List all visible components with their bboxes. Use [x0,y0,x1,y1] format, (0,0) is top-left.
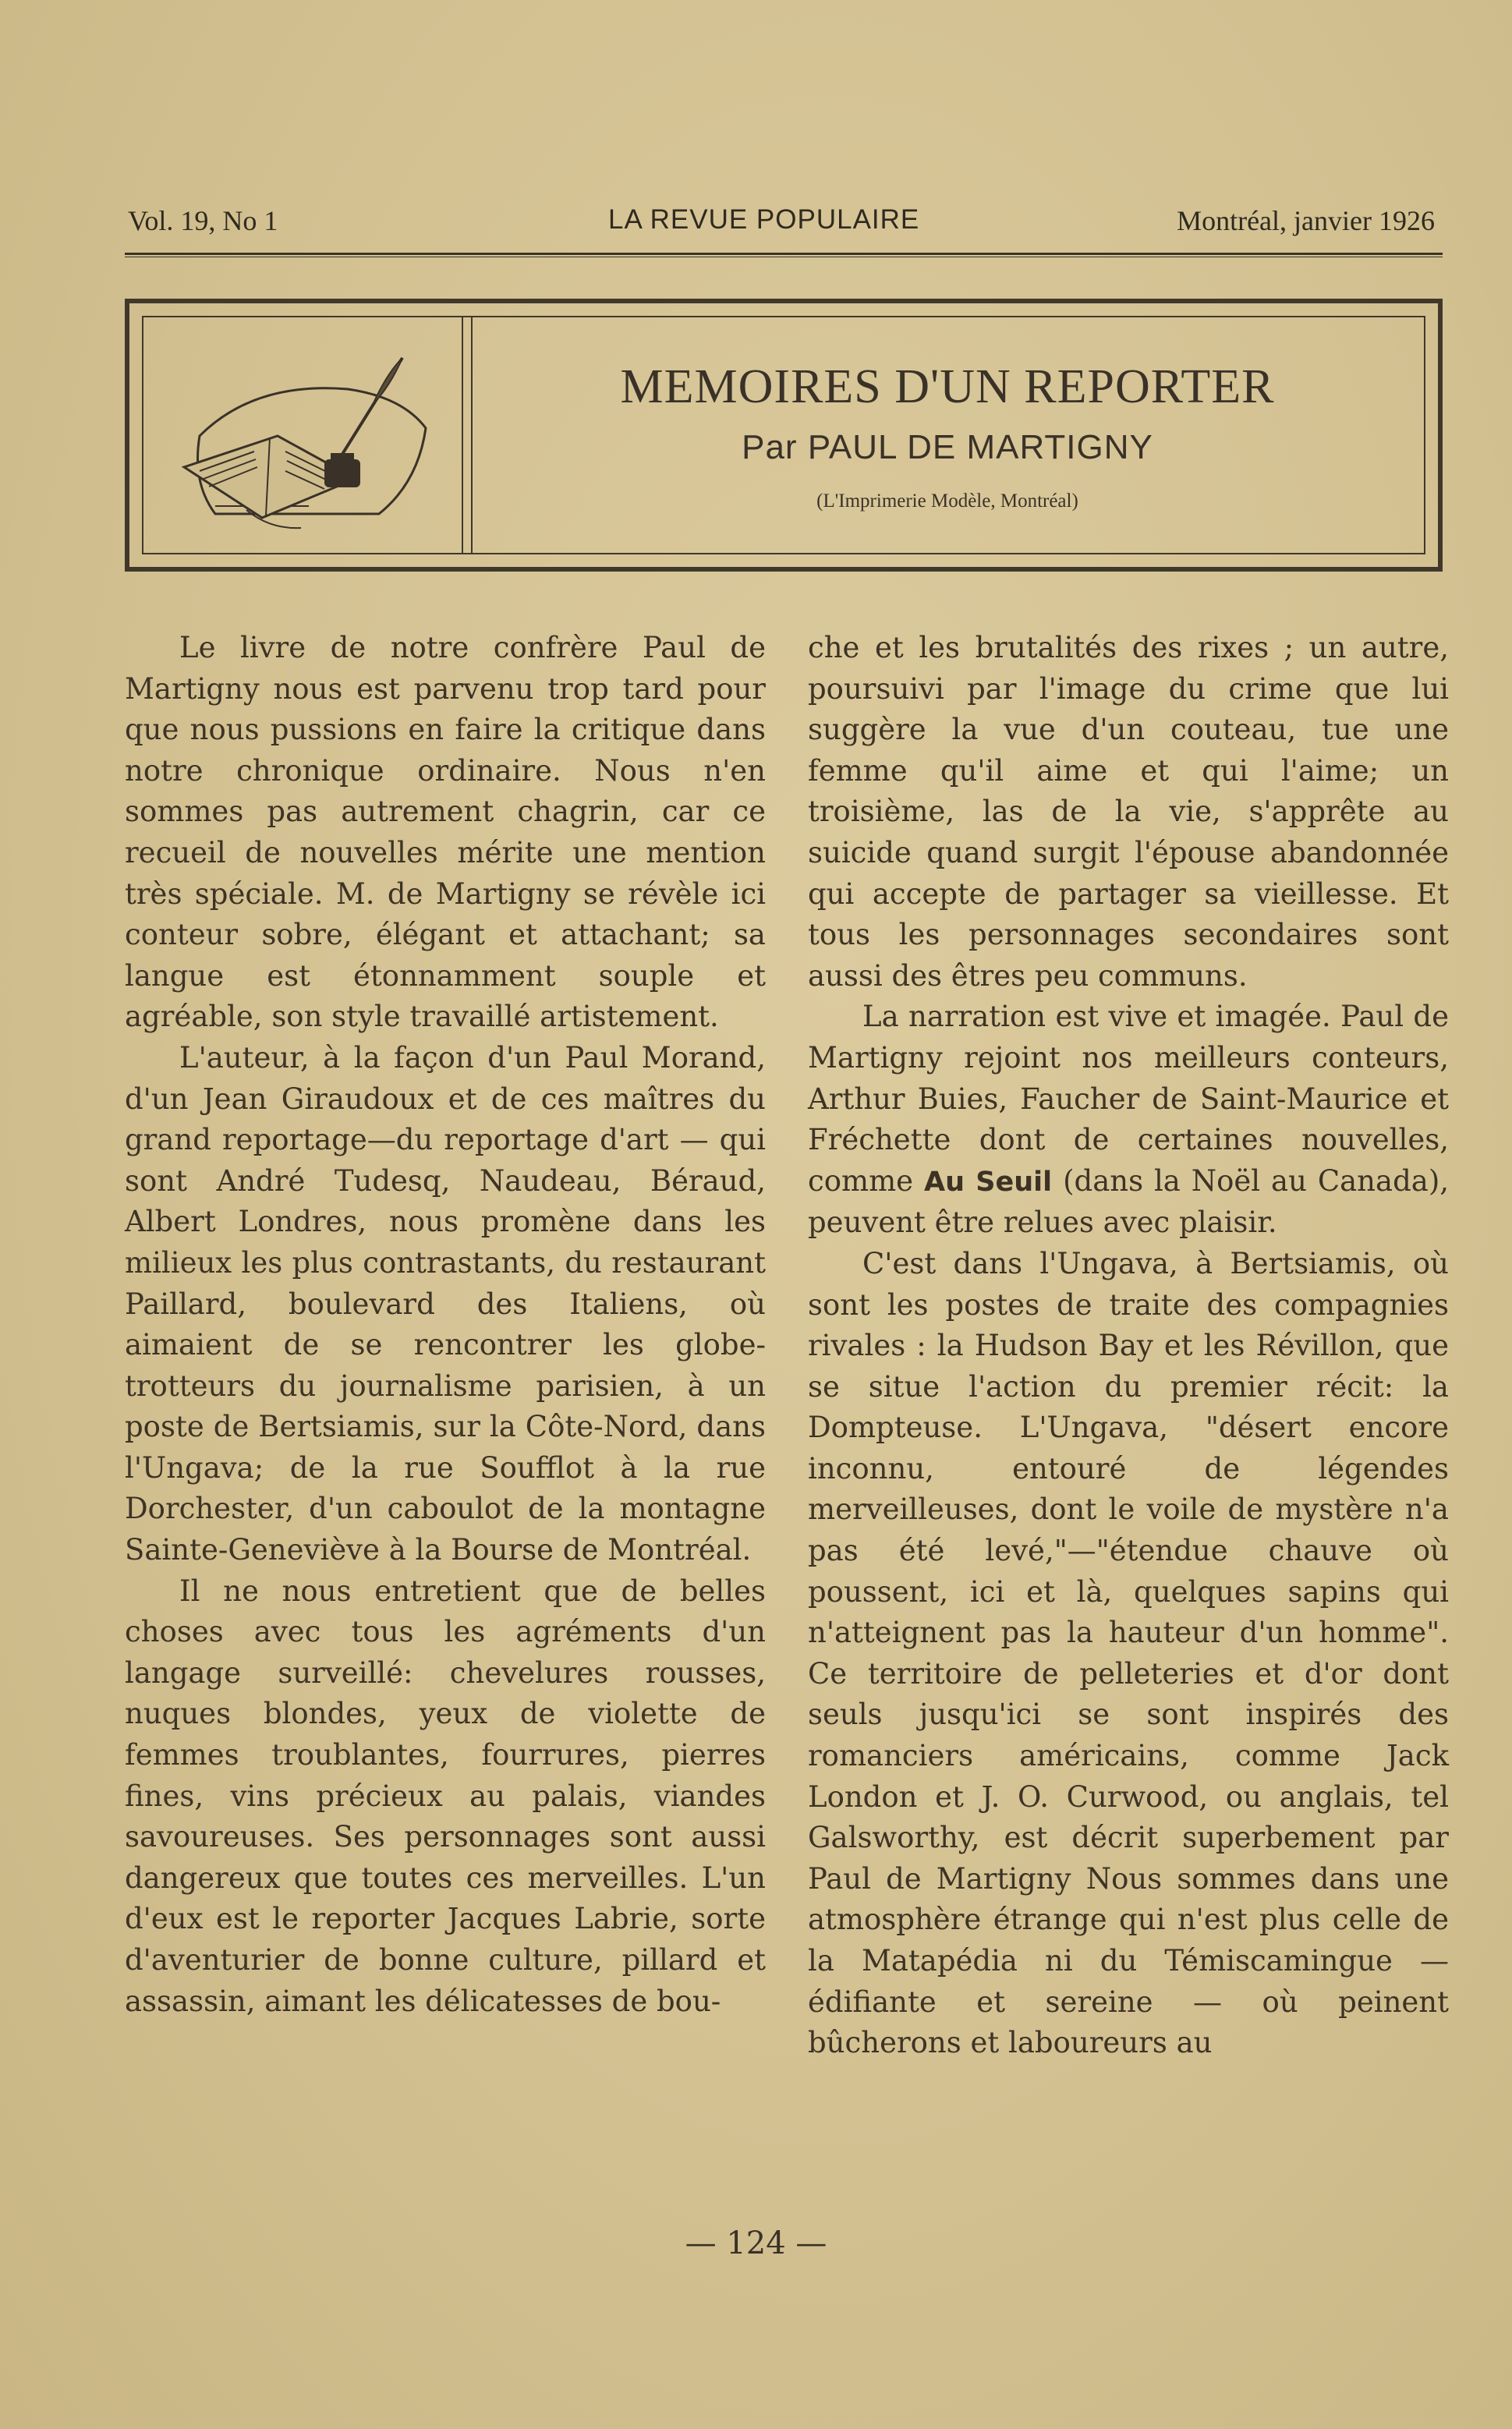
paragraph: che et les brutalités des rixes ; un autre, poursuivi par l'image du crime que lui suggère la vue d'un couteau, tue une femme qu'il aime et qui l'aime; un troisième, las de la vie, s'apprête au suicide quand surgit l'épouse abandonnée qui accepte de partager sa vieillesse. Et tous les personnages secondaires sont aussi des êtres peu communs. [808,631,1449,993]
running-head [125,204,1435,243]
page-number: — 124 — [685,2225,827,2261]
left-column [125,628,766,2022]
issue-place-date: Montréal, janvier 1926 [1177,205,1435,236]
header-rule [125,253,1443,257]
right-column [808,628,1449,2064]
article-author [469,428,1425,467]
article-title-box [125,299,1443,572]
inkwell-quill-book-icon [168,342,449,537]
paragraph: L'auteur, à la façon d'un Paul Morand, d'un Jean Giraudoux et de ces maîtres du grand reportage—du reportage d'art — qui sont André Tudesq, Naudeau, Béraud, Albert Londres, nous promène dans les milieux les plus contrastants, du restaurant Paillard, boulevard des Italiens, où aimaient de se rencontrer les globe-trotteurs du journalisme parisien, à un poste de Bertsiamis, sur la Côte-Nord, dans l'Ungava; de la rue Soufflot à la rue Dorchester, d'un caboulot de la montagne Sainte-Geneviève à la Bourse de Montréal. [125,1040,766,1567]
author-prefix: Par [742,428,798,466]
book-title: Au Seuil [923,1166,1053,1198]
volume-number: Vol. 19, No 1 [128,205,278,236]
paragraph: Il ne nous entretient que de belles choses avec tous les agréments d'un langage surveillé: chevelures rousses, nuques blondes, yeux de violette de femmes troublantes, fourrures, pierres fines, vins précieux au palais, viandes savoureuses. Ses personnages sont aussi dangereux que toutes ces merveilles. L'un d'eux est le reporter Jacques Labrie, sorte d'aventurier de bonne culture, pillard et assassin, aimant les délicatesses de bou- [125,1574,766,2018]
paragraph-text: (dans la Noël au Canada), peuvent être relues avec plaisir. [808,1163,1450,1240]
author-name: PAUL DE MARTIGNY [807,428,1153,466]
paragraph [808,997,1449,1244]
paragraph: Le livre de notre confrère Paul de Martigny nous est parvenu trop tard pour que nous pussions en faire la critique dans notre chronique ordinaire. Nous n'en sommes pas autrement chagrin, car ce recueil de nouvelles mérite une mention très spéciale. M. de Martigny se révèle ici conteur sobre, élégant et attachant; sa langue est étonnamment souple et agréable, son style travaillé artistement. [125,631,766,1034]
article-title: MEMOIRES D'UN REPORTER [620,360,1275,413]
publisher: (L'Imprimerie Modèle, Montréal) [816,490,1078,512]
paragraph-text: La narration est vive et imagée. Paul de Martigny rejoint nos meilleurs conteurs, Arthur Buies, Faucher de Saint-Maurice et Fréchette dont de certaines nouvelles, comme [808,1000,1449,1198]
magazine-name: LA REVUE POPULAIRE [608,204,920,235]
paragraph: C'est dans l'Ungava, à Bertsiamis, où sont les postes de traite des compagnies rivales : la Hudson Bay et les Révillon, que se situe l'action du premier récit: la Dompteuse. L'Ungava, "désert encore inconnu, entouré de légendes merveilleuses, dont le voile de mystère n'a pas été levé,"—"étendue chauve où poussent, ici et là, quelques sapins qui n'atteignent pas la hauteur d'un homme". Ce territoire de pelleteries et d'or dont seuls jusqu'ici se sont inspirés des romanciers américains, comme Jack London et J. O. Curwood, ou anglais, tel Galsworthy, est décrit superbement par Paul de Martigny Nous sommes dans une atmosphère étrange qui n'est plus celle de la Matapédia ni du Témiscamingue — édifiante et sereine — où peinent bûcherons et laboureurs au [808,1246,1449,2060]
